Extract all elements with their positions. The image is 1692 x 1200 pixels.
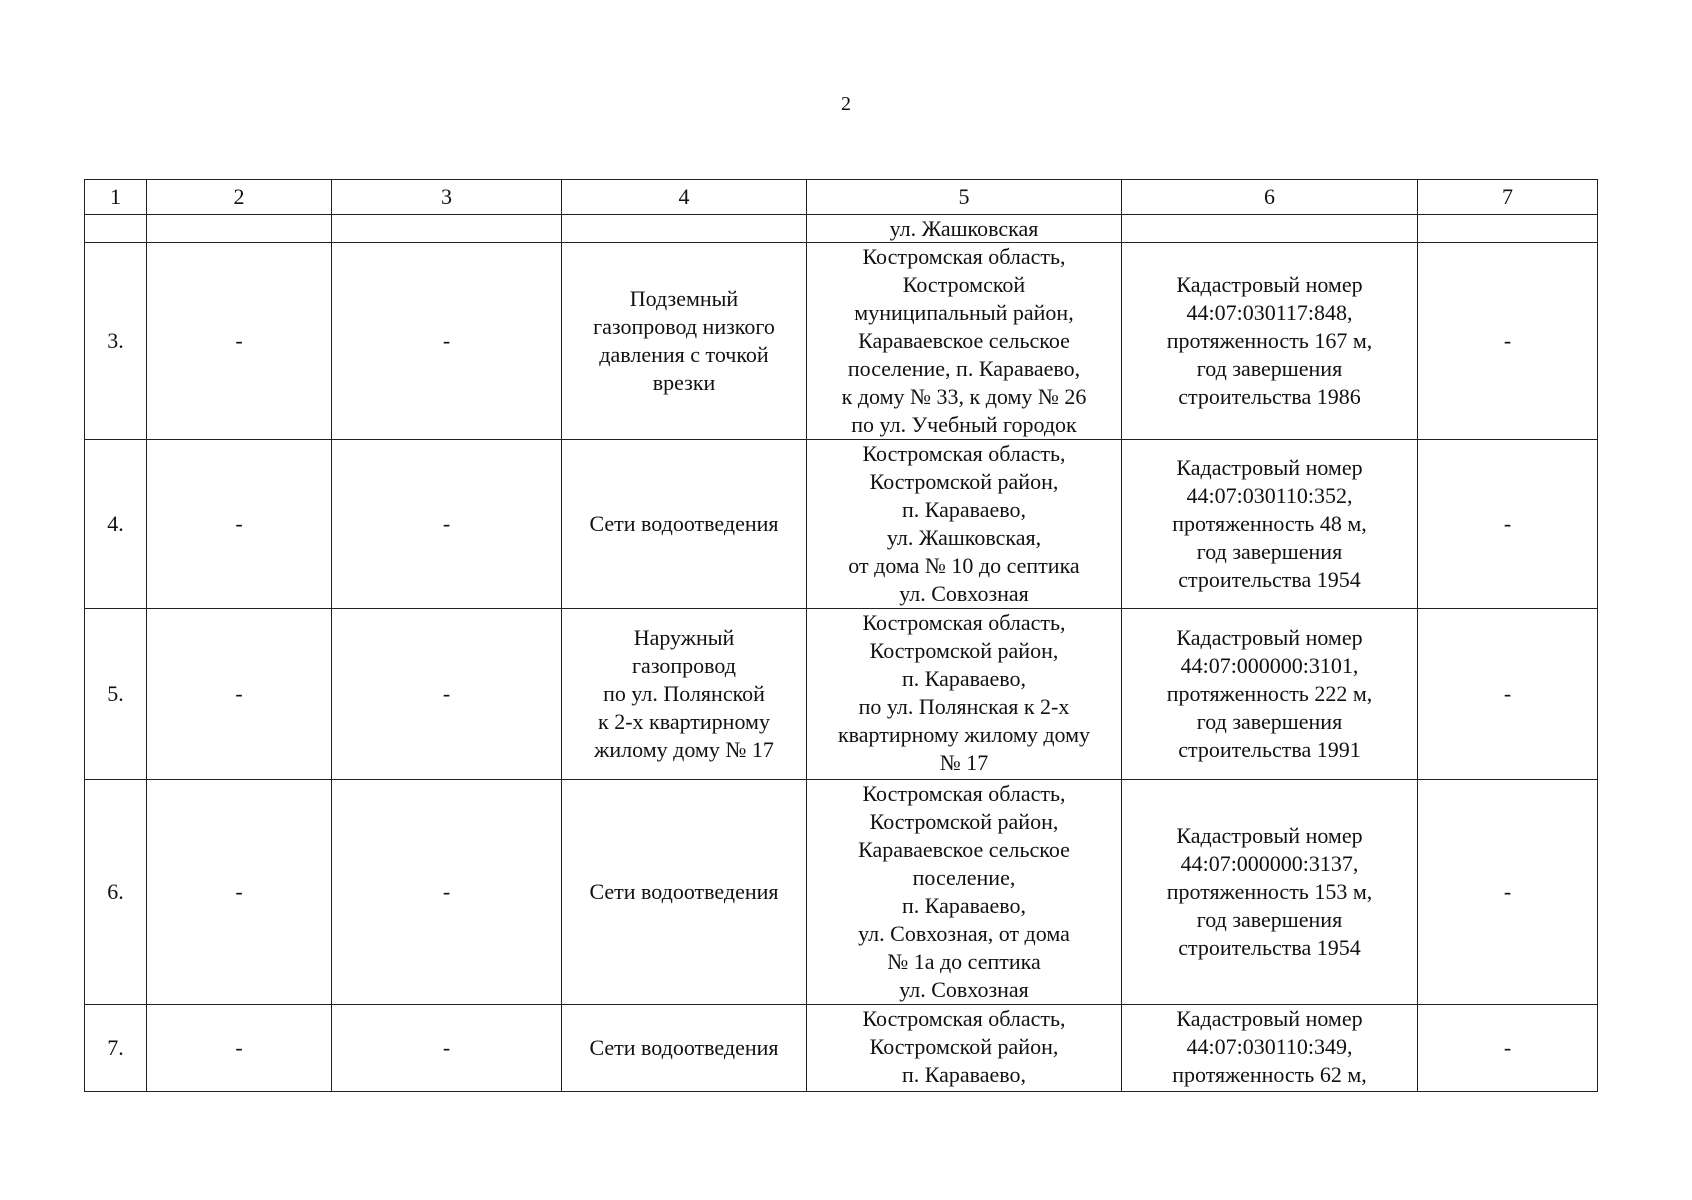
table-cell: - <box>1418 243 1598 440</box>
continuation-row <box>85 215 1598 243</box>
row-number: 7. <box>85 1005 147 1092</box>
header-row <box>85 180 1598 215</box>
column-header: 5 <box>807 180 1122 215</box>
table-cell: - <box>147 1005 332 1092</box>
column-number-header: 1 <box>85 180 147 215</box>
table-row <box>85 1005 1598 1092</box>
row-number: 3. <box>85 243 147 440</box>
row-number: 4. <box>85 440 147 609</box>
table-row <box>85 780 1598 1005</box>
table-row <box>85 243 1598 440</box>
characteristics-cell: Кадастровый номер 44:07:000000:3137, протяженность 153 м, год завершения строительства 1954 <box>1122 780 1418 1005</box>
address-cell: Костромская область, Костромской район, п. Караваево, <box>807 1005 1122 1092</box>
table-cell <box>147 215 332 243</box>
table-cell: - <box>1418 440 1598 609</box>
object-name-cell: Подземный газопровод низкого давления с точкой врезки <box>562 243 807 440</box>
object-name-cell: Наружный газопровод по ул. Полянской к 2-х квартирному жилому дому № 17 <box>562 609 807 780</box>
object-name-cell: Сети водоотведения <box>562 440 807 609</box>
column-header: 3 <box>332 180 562 215</box>
table-row <box>85 609 1598 780</box>
property-table <box>84 179 1598 1092</box>
row-number: 6. <box>85 780 147 1005</box>
table-cell: - <box>332 780 562 1005</box>
object-name-cell: Сети водоотведения <box>562 780 807 1005</box>
table-cell <box>332 215 562 243</box>
table-cell: - <box>147 780 332 1005</box>
table-cell: - <box>332 440 562 609</box>
characteristics-cell: Кадастровый номер 44:07:030117:848, протяженность 167 м, год завершения строительства 1986 <box>1122 243 1418 440</box>
column-header: 6 <box>1122 180 1418 215</box>
table-cell: - <box>1418 1005 1598 1092</box>
address-cell: Костромская область, Костромской район, Караваевское сельское поселение, п. Караваево, ул. Совхозная, от дома № 1а до септика ул. Совхозная <box>807 780 1122 1005</box>
column-header: 7 <box>1418 180 1598 215</box>
object-name-cell: Сети водоотведения <box>562 1005 807 1092</box>
column-header: 4 <box>562 180 807 215</box>
table-cell: - <box>147 609 332 780</box>
characteristics-cell: Кадастровый номер 44:07:030110:349, протяженность 62 м, <box>1122 1005 1418 1092</box>
characteristics-cell: Кадастровый номер 44:07:000000:3101, протяженность 222 м, год завершения строительства 1991 <box>1122 609 1418 780</box>
table-cell: - <box>1418 780 1598 1005</box>
table-cell: - <box>1418 609 1598 780</box>
address-cell: Костромская область, Костромской муниципальный район, Караваевское сельское поселение, п. Караваево, к дому № 33, к дому № 26 по ул. Учебный городок <box>807 243 1122 440</box>
row-number: 5. <box>85 609 147 780</box>
table-cell <box>1418 215 1598 243</box>
page-number: 2 <box>841 93 851 115</box>
table-cell: - <box>147 243 332 440</box>
table-cell <box>1122 215 1418 243</box>
table-cell: - <box>332 1005 562 1092</box>
address-cell: Костромская область, Костромской район, п. Караваево, по ул. Полянская к 2-х квартирному жилому дому № 17 <box>807 609 1122 780</box>
table-cell <box>85 215 147 243</box>
address-cell: ул. Жашковская <box>807 215 1122 243</box>
column-header: 2 <box>147 180 332 215</box>
table-cell <box>562 215 807 243</box>
table-cell: - <box>332 243 562 440</box>
address-cell: Костромская область, Костромской район, п. Караваево, ул. Жашковская, от дома № 10 до септика ул. Совхозная <box>807 440 1122 609</box>
characteristics-cell: Кадастровый номер 44:07:030110:352, протяженность 48 м, год завершения строительства 1954 <box>1122 440 1418 609</box>
table-row <box>85 440 1598 609</box>
table-cell: - <box>147 440 332 609</box>
table-cell: - <box>332 609 562 780</box>
